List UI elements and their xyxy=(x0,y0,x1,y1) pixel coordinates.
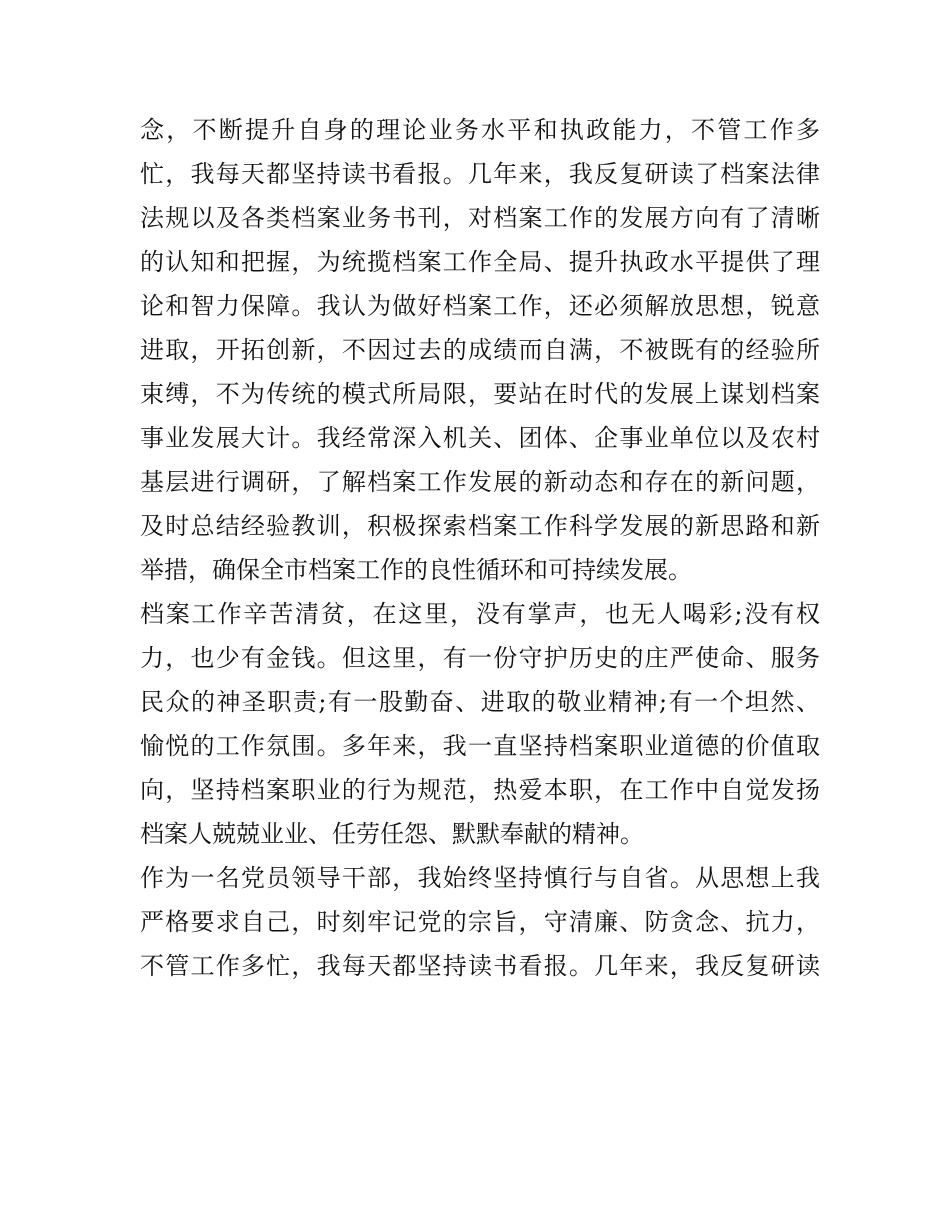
text-line: 及时总结经验教训，积极探索档案工作科学发展的新思路和新 xyxy=(140,512,820,540)
paragraph-start-line: 档案工作辛苦清贫，在这里，没有掌声，也无人喝彩;没有权 xyxy=(140,600,820,628)
text-line: 不管工作多忙，我每天都坚持读书看报。几年来，我反复研读 xyxy=(140,952,820,980)
text-line: 严格要求自己，时刻牢记党的宗旨，守清廉、防贪念、抗力， xyxy=(140,908,820,936)
paragraph-end-line: 举措，确保全市档案工作的良性循环和可持续发展。 xyxy=(140,556,692,584)
body-text xyxy=(140,108,820,988)
text-line: 向，坚持档案职业的行为规范，热爱本职，在工作中自觉发扬 xyxy=(140,776,820,804)
text-line: 事业发展大计。我经常深入机关、团体、企事业单位以及农村 xyxy=(140,424,820,452)
text-line: 的认知和把握，为统揽档案工作全局、提升执政水平提供了理 xyxy=(140,248,820,276)
text-line: 法规以及各类档案业务书刊，对档案工作的发展方向有了清晰 xyxy=(140,204,820,232)
text-line: 愉悦的工作氛围。多年来，我一直坚持档案职业道德的价值取 xyxy=(140,732,820,760)
paragraph-end-line: 档案人兢兢业业、任劳任怨、默默奉献的精神。 xyxy=(140,820,644,848)
text-line: 进取，开拓创新，不因过去的成绩而自满，不被既有的经验所 xyxy=(140,336,820,364)
text-line: 论和智力保障。我认为做好档案工作，还必须解放思想，锐意 xyxy=(140,292,820,320)
text-line: 基层进行调研，了解档案工作发展的新动态和存在的新问题， xyxy=(140,468,820,496)
paragraph-start-line: 作为一名党员领导干部，我始终坚持慎行与自省。从思想上我 xyxy=(140,864,820,892)
text-line: 忙，我每天都坚持读书看报。几年来，我反复研读了档案法律 xyxy=(140,160,820,188)
text-line: 念，不断提升自身的理论业务水平和执政能力，不管工作多 xyxy=(140,116,820,144)
text-line: 民众的神圣职责;有一股勤奋、进取的敬业精神;有一个坦然、 xyxy=(140,688,820,716)
text-line: 力，也少有金钱。但这里，有一份守护历史的庄严使命、服务 xyxy=(140,644,820,672)
text-line: 束缚，不为传统的模式所局限，要站在时代的发展上谋划档案 xyxy=(140,380,820,408)
